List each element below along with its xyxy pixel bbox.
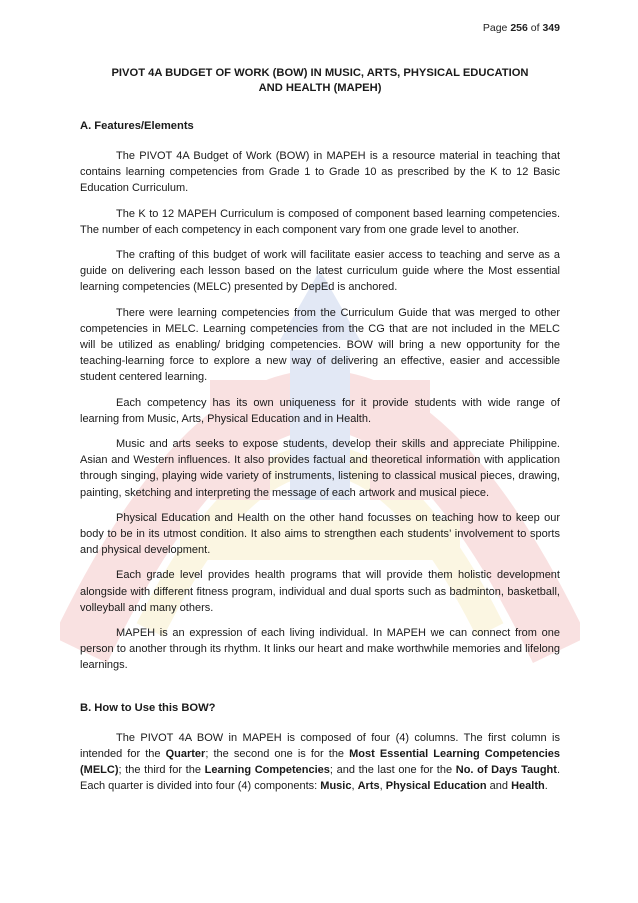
page-number: Page 256 of 349 [482,22,560,34]
document-body [80,66,560,795]
paragraph: Each grade level provides health programs that will provide them holistic development alongside with different fitness program, individual and dual sports such as badminton, basketball, volleyball and many others. [80,569,560,614]
paragraph: Music and arts seeks to expose students, develop their skills and appreciate Philippine. Asian and Western influences. It also provides factual and theoretical information with application through singing, playing wide variety of instruments, listening to classical musical pieces, drawing, painting, sketching and interpreting the message of each artwork and musical piece. [80,438,560,499]
paragraph: The PIVOT 4A Budget of Work (BOW) in MAPEH is a resource material in teaching that contains learning competencies from Grade 1 to Grade 10 as prescribed by the K to 12 Basic Education Curriculum. [80,150,560,195]
paragraph: Each competency has its own uniqueness for it provide students with wide range of learning from Music, Arts, Physical Education and in Health. [80,396,560,425]
section-b-heading: B. How to Use this BOW? [80,701,216,714]
paragraph: There were learning competencies from the Curriculum Guide that was merged to other competencies in MELC. Learning competencies from the CG that are not included in the MELC will be utilized as enabling/ bridging competencies. BOW will bring a new opportunity for the teaching-learning force to explore a new way of delivering an effective, easier and accessible student centered learning. [80,306,560,384]
paragraph: The K to 12 MAPEH Curriculum is composed of component based learning competencies. The number of each competency in each component vary from one grade level to another. [80,207,560,236]
paragraph: The crafting of this budget of work will facilitate easier access to teaching and serve as a guide on delivering each lesson based on the latest curriculum guide where the Most essential learning competencies (MELC) presented by DepEd is anchored. [80,249,560,294]
section-a-heading: A. Features/Elements [80,120,194,132]
document-title: PIVOT 4A BUDGET OF WORK (BOW) IN MUSIC, ARTS, PHYSICAL EDUCATION AND HEALTH (MAPEH) [111,67,529,94]
paragraph: MAPEH is an expression of each living individual. In MAPEH we can connect from one person to another through its rhythm. It links our heart and make worthwhile memories and lifelong learnings. [80,627,560,672]
paragraph: Physical Education and Health on the other hand focusses on teaching how to keep our body to be in its utmost condition. It also aims to strengthen each students’ involvement to sports and physical development. [80,511,560,557]
how-to-use-paragraph: The PIVOT 4A BOW in MAPEH is composed of four (4) columns. The first column is intended for the Quarter; the second one is for the Most Essential Learning Competencies (MELC); the third for the Learning Competencies; and the last one for the No. of Days Taught. Each quarter is divided into four (4) components: Music, Arts, Physical Education and Health. [80,731,560,793]
